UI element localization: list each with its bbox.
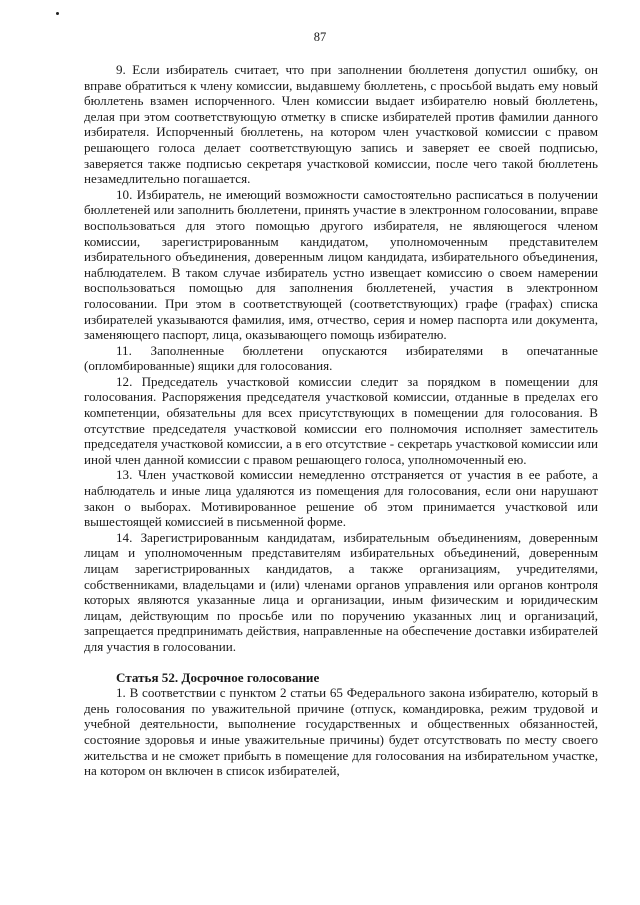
scan-mark: [56, 12, 59, 15]
page-number: 87: [313, 30, 327, 44]
page-body: [84, 62, 598, 779]
article-52-paragraph-1: 1. В соответствии с пунктом 2 статьи 65 Федерального закона избирателю, который в день голосования по уважительной причине (отпуск, командировка, режим трудовой и учебной деятельности, выполнение государственных и общественных обязанностей, состояние здоровья и иные уважительные причины) будет отсутствовать по месту своего жительства и не сможет прибыть в помещение для голосования на избирательном участке, на котором он включен в список избирателей,: [84, 685, 598, 779]
article-heading: Статья 52. Досрочное голосование: [116, 669, 320, 685]
paragraph-9: 9. Если избиратель считает, что при заполнении бюллетеня допустил ошибку, он вправе обратиться к члену комиссии, выдавшему бюллетень, с просьбой выдать ему новый бюллетень взамен испорченного. Член комиссии выдает избирателю новый бюллетень, делая при этом соответствующую отметку в списке избирателей против фамилии данного избирателя. Испорченный бюллетень, на котором член участковой комиссии с правом решающего голоса делает соответствующую запись и заверяет ее своей подписью, заверяется также подписью секретаря участковой комиссии, после чего такой бюллетень незамедлительно погашается.: [84, 62, 598, 187]
paragraph-14: 14. Зарегистрированным кандидатам, избирательным объединениям, доверенным лицам и уполномоченным представителям избирательных объединений, доверенным лицам зарегистрированных кандидатов, а также организациям, учредителями, собственниками, владельцами и (или) членами органов управления или органов контроля которых являются указанные лица и организации, иным физическим и юридическим лицам, действующим по просьбе или по поручению указанных лиц и организаций, запрещается предпринимать действия, направленные на обеспечение доставки избирателей для участия в голосовании.: [84, 529, 598, 654]
paragraph-13: 13. Член участковой комиссии немедленно отстраняется от участия в ее работе, а наблюдатель и иные лица удаляются из помещения для голосования, если они нарушают закон о выборах. Мотивированное решение об этом принимается участковой или вышестоящей комиссией в письменной форме.: [84, 467, 598, 530]
section-gap: [84, 655, 598, 670]
paragraph-11: 11. Заполненные бюллетени опускаются избирателями в опечатанные (опломбированные) ящики для голосования.: [84, 342, 598, 374]
paragraph-10: 10. Избиратель, не имеющий возможности самостоятельно расписаться в получении бюллетеней или заполнить бюллетени, принять участие в электронном голосовании, вправе воспользоваться для этого помощью другого избирателя, не являющегося членом комиссии, зарегистрированным кандидатом, уполномоченным представителем избирательного объединения, доверенным лицом кандидата, избирательного объединения, наблюдателем. В таком случае избиратель устно извещает комиссию о своем намерении воспользоваться помощью для заполнения бюллетеней, участия в электронном голосовании. При этом в соответствующей (соответствующих) графе (графах) списка избирателей указываются фамилия, имя, отчество, серия и номер паспорта или документа, заменяющего паспорт, лица, оказывающего помощь избирателю.: [84, 186, 598, 343]
paragraph-12: 12. Председатель участковой комиссии следит за порядком в помещении для голосования. Распоряжения председателя участковой комиссии, отданные в пределах его компетенции, обязательны для всех присутствующих в помещении для голосования. В отсутствие председателя участковой комиссии его полномочия исполняет заместитель председателя участковой комиссии, а в его отсутствие - секретарь участковой комиссии или иной член данной комиссии с правом решающего голоса, уполномоченный ею.: [84, 373, 598, 467]
